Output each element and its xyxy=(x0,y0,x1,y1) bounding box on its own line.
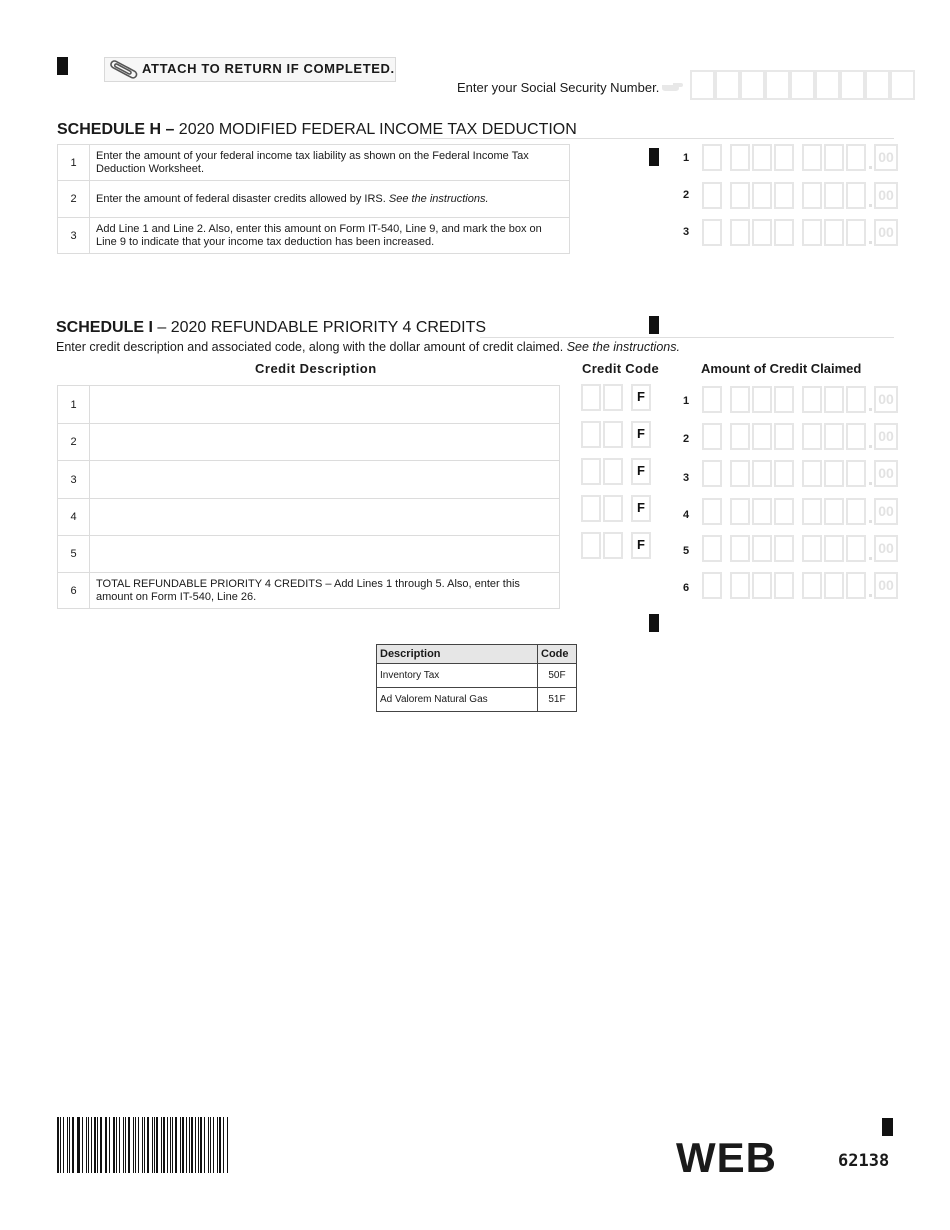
amount-digit-box[interactable] xyxy=(730,386,750,413)
barcode-bar xyxy=(186,1117,187,1173)
amount-digit-box[interactable] xyxy=(774,498,794,525)
barcode-bar xyxy=(135,1117,136,1173)
barcode-bar xyxy=(138,1117,139,1173)
barcode-bar xyxy=(128,1117,130,1173)
credit-code-field[interactable] xyxy=(581,458,653,485)
barcode-bar xyxy=(142,1117,143,1173)
line-text: Enter the amount of federal disaster credits allowed by IRS. xyxy=(96,192,389,205)
ssn-digit-box[interactable] xyxy=(890,70,915,100)
code-value: 50F xyxy=(538,664,577,688)
line-number: 4 xyxy=(58,499,90,536)
barcode-bar xyxy=(172,1117,173,1173)
registration-mark xyxy=(57,57,68,75)
credit-description-input[interactable] xyxy=(90,499,560,536)
barcode-bar xyxy=(67,1117,68,1173)
barcode-bar xyxy=(86,1117,87,1173)
amount-digit-box[interactable] xyxy=(824,144,844,171)
table-row xyxy=(377,688,577,712)
barcode-bar xyxy=(97,1117,98,1173)
decimal-point xyxy=(868,219,874,246)
code-digit xyxy=(581,421,601,448)
decimal-point xyxy=(868,423,874,450)
amount-field-i6[interactable] xyxy=(702,572,898,599)
barcode-bar xyxy=(119,1117,120,1173)
line-description xyxy=(90,218,570,254)
barcode-bar xyxy=(57,1117,59,1173)
line-description: TOTAL REFUNDABLE PRIORITY 4 CREDITS – Add Lines 1 through 5. Also, enter this amount on Form IT-540, Line 26. xyxy=(90,573,560,609)
amount-digit-box[interactable] xyxy=(774,219,794,246)
schedule-i-lines xyxy=(57,385,560,609)
code-description: Ad Valorem Natural Gas xyxy=(377,688,538,712)
registration-mark xyxy=(649,614,659,632)
decimal-point xyxy=(868,572,874,599)
line-number: 2 xyxy=(58,181,90,218)
amount-digit-box[interactable] xyxy=(846,460,866,487)
amount-field-i1[interactable] xyxy=(702,386,898,413)
amount-digit-box[interactable] xyxy=(774,460,794,487)
amount-field-h1[interactable] xyxy=(702,144,898,171)
credit-code-field[interactable] xyxy=(581,421,653,448)
cents-box[interactable]: 00 xyxy=(874,423,898,450)
cents-box[interactable]: 00 xyxy=(874,182,898,209)
code-digit xyxy=(581,384,601,411)
code-digit xyxy=(603,532,623,559)
code-digit xyxy=(603,421,623,448)
amount-digit-box[interactable] xyxy=(824,219,844,246)
barcode-bar xyxy=(113,1117,115,1173)
amount-digit-box[interactable] xyxy=(730,423,750,450)
line-description xyxy=(90,145,570,181)
amount-digit-box[interactable] xyxy=(802,572,822,599)
ssn-digit-box[interactable] xyxy=(690,70,715,100)
barcode-bar xyxy=(133,1117,134,1173)
amount-digit-box[interactable] xyxy=(702,498,722,525)
amount-digit-box[interactable] xyxy=(730,572,750,599)
barcode-bar xyxy=(63,1117,64,1173)
barcode-bar xyxy=(147,1117,149,1173)
line-number: 6 xyxy=(58,573,90,609)
amount-field-i2[interactable] xyxy=(702,423,898,450)
amount-digit-box[interactable] xyxy=(802,182,822,209)
cents-box[interactable]: 00 xyxy=(874,498,898,525)
credit-code-header: Credit Code xyxy=(582,361,659,376)
barcode-bar xyxy=(105,1117,106,1173)
amount-digit-box[interactable] xyxy=(702,572,722,599)
registration-mark xyxy=(882,1118,893,1136)
credit-description-input[interactable] xyxy=(90,386,560,424)
barcode-bar xyxy=(189,1117,190,1173)
amount-line-number: 1 xyxy=(683,395,690,407)
ssn-digit-box[interactable] xyxy=(765,70,790,100)
amount-digit-box[interactable] xyxy=(702,386,722,413)
amount-digit-box[interactable] xyxy=(802,219,822,246)
amount-digit-box[interactable] xyxy=(774,182,794,209)
amount-digit-box[interactable] xyxy=(824,423,844,450)
barcode-bar xyxy=(106,1117,107,1173)
amount-digit-box[interactable] xyxy=(730,182,750,209)
amount-digit-box[interactable] xyxy=(702,535,722,562)
registration-mark xyxy=(649,148,659,166)
barcode-bar xyxy=(204,1117,205,1173)
barcode-bar xyxy=(77,1117,78,1173)
amount-digit-box[interactable] xyxy=(752,219,772,246)
amount-digit-box[interactable] xyxy=(774,144,794,171)
intro-text: Enter credit description and associated code, along with the dollar amount of credit claimed. xyxy=(56,340,567,354)
amount-digit-box[interactable] xyxy=(702,144,722,171)
line-text-italic: See the instructions. xyxy=(388,192,489,205)
barcode-bar xyxy=(88,1117,89,1173)
web-label: WEB xyxy=(676,1134,777,1181)
table-row xyxy=(58,424,560,461)
table-row xyxy=(58,218,570,254)
amount-line-number: 2 xyxy=(683,433,690,445)
amount-digit-box[interactable] xyxy=(802,460,822,487)
barcode-bar xyxy=(180,1117,181,1173)
amount-digit-box[interactable] xyxy=(824,460,844,487)
amount-digit-box[interactable] xyxy=(802,535,822,562)
cents-box[interactable]: 00 xyxy=(874,535,898,562)
barcode-bar xyxy=(208,1117,209,1173)
pointing-hand-icon xyxy=(661,82,683,92)
amount-digit-box[interactable] xyxy=(802,386,822,413)
amount-line-number: 1 xyxy=(683,152,690,164)
amount-digit-box[interactable] xyxy=(774,423,794,450)
code-digit xyxy=(581,495,601,522)
amount-digit-box[interactable] xyxy=(802,144,822,171)
registration-mark xyxy=(649,316,659,334)
intro-italic: See the instructions. xyxy=(566,340,680,354)
barcode-bar xyxy=(125,1117,126,1173)
barcode-bar xyxy=(195,1117,196,1173)
amount-digit-box[interactable] xyxy=(846,144,866,171)
cents-box[interactable]: 00 xyxy=(874,572,898,599)
amount-digit-box[interactable] xyxy=(824,386,844,413)
amount-line-number: 3 xyxy=(683,472,690,484)
code-digit xyxy=(603,384,623,411)
amount-line-number: 6 xyxy=(683,582,690,594)
amount-digit-box[interactable] xyxy=(802,498,822,525)
amount-digit-box[interactable] xyxy=(846,182,866,209)
code-table-header-description: Description xyxy=(377,645,538,664)
code-value: 51F xyxy=(538,688,577,712)
table-row xyxy=(58,573,560,609)
amount-digit-box[interactable] xyxy=(846,219,866,246)
amount-digit-box[interactable] xyxy=(752,144,772,171)
line-description xyxy=(90,181,570,218)
barcode xyxy=(57,1117,229,1173)
credit-code-table xyxy=(376,644,577,712)
ssn-digit-box[interactable] xyxy=(840,70,865,100)
decimal-point xyxy=(868,144,874,171)
paperclip-icon xyxy=(108,59,140,79)
ssn-input[interactable] xyxy=(690,70,915,100)
ssn-digit-box[interactable] xyxy=(815,70,840,100)
barcode-bar xyxy=(60,1117,61,1173)
barcode-bar xyxy=(161,1117,162,1173)
barcode-bar xyxy=(82,1117,83,1173)
table-row xyxy=(58,386,560,424)
amount-digit-box[interactable] xyxy=(846,423,866,450)
decimal-point xyxy=(868,460,874,487)
code-suffix: F xyxy=(631,495,651,522)
amount-digit-box[interactable] xyxy=(824,182,844,209)
barcode-bar xyxy=(200,1117,202,1173)
amount-digit-box[interactable] xyxy=(730,219,750,246)
credit-code-field[interactable] xyxy=(581,495,653,522)
barcode-bar xyxy=(213,1117,214,1173)
amount-field-i4[interactable] xyxy=(702,498,898,525)
barcode-bar xyxy=(182,1117,184,1173)
amount-digit-box[interactable] xyxy=(752,460,772,487)
cents-box[interactable]: 00 xyxy=(874,219,898,246)
line-text: Add Line 1 and Line 2. Also, enter this amount on Form IT-540, Line 9, and mark the box on Line 9 to indicate that your income tax deduction has been increased. xyxy=(96,222,542,248)
schedule-i-title-bold: SCHEDULE I xyxy=(56,319,153,336)
attach-notice: ATTACH TO RETURN IF COMPLETED. xyxy=(142,61,395,76)
barcode-bar xyxy=(94,1117,96,1173)
amount-digit-box[interactable] xyxy=(752,386,772,413)
amount-digit-box[interactable] xyxy=(702,460,722,487)
barcode-bar xyxy=(152,1117,153,1173)
credit-description-input[interactable] xyxy=(90,461,560,499)
cents-box[interactable]: 00 xyxy=(874,144,898,171)
amount-digit-box[interactable] xyxy=(774,535,794,562)
amount-digit-box[interactable] xyxy=(846,386,866,413)
barcode-bar xyxy=(72,1117,74,1173)
table-row xyxy=(58,181,570,218)
code-digit xyxy=(581,458,601,485)
amount-digit-box[interactable] xyxy=(730,460,750,487)
code-suffix: F xyxy=(631,384,651,411)
amount-digit-box[interactable] xyxy=(846,535,866,562)
amount-digit-box[interactable] xyxy=(702,182,722,209)
code-suffix: F xyxy=(631,421,651,448)
amount-digit-box[interactable] xyxy=(846,572,866,599)
code-digit xyxy=(581,532,601,559)
amount-line-number: 4 xyxy=(683,509,690,521)
code-suffix: F xyxy=(631,532,651,559)
amount-digit-box[interactable] xyxy=(752,498,772,525)
table-row xyxy=(377,664,577,688)
barcode-bar xyxy=(210,1117,211,1173)
table-row xyxy=(58,145,570,181)
line-number: 3 xyxy=(58,218,90,254)
code-description: Inventory Tax xyxy=(377,664,538,688)
cents-box[interactable]: 00 xyxy=(874,386,898,413)
barcode-bar xyxy=(69,1117,70,1173)
schedule-i-title-rest: – 2020 REFUNDABLE PRIORITY 4 CREDITS xyxy=(152,319,487,336)
credit-description-input[interactable] xyxy=(90,536,560,573)
line-number: 5 xyxy=(58,536,90,573)
credit-code-field[interactable] xyxy=(581,384,653,411)
amount-digit-box[interactable] xyxy=(752,535,772,562)
ssn-digit-box[interactable] xyxy=(790,70,815,100)
line-number: 1 xyxy=(58,386,90,424)
barcode-bar xyxy=(156,1117,157,1173)
amount-field-i3[interactable] xyxy=(702,460,898,487)
barcode-bar xyxy=(227,1117,228,1173)
amount-digit-box[interactable] xyxy=(752,423,772,450)
credit-description-input[interactable] xyxy=(90,424,560,461)
barcode-bar xyxy=(223,1117,224,1173)
amount-digit-box[interactable] xyxy=(730,498,750,525)
credit-description-header: Credit Description xyxy=(255,361,377,376)
schedule-i-intro xyxy=(56,340,680,354)
amount-line-number: 5 xyxy=(683,545,690,557)
barcode-bar xyxy=(191,1117,192,1173)
amount-field-h3[interactable] xyxy=(702,219,898,246)
barcode-bar xyxy=(154,1117,155,1173)
amount-digit-box[interactable] xyxy=(846,498,866,525)
barcode-bar xyxy=(78,1117,79,1173)
amount-digit-box[interactable] xyxy=(824,498,844,525)
amount-field-h2[interactable] xyxy=(702,182,898,209)
cents-box[interactable]: 00 xyxy=(874,460,898,487)
schedule-i-rule xyxy=(480,337,894,338)
schedule-h-title xyxy=(57,121,577,139)
decimal-point xyxy=(868,498,874,525)
barcode-bar xyxy=(163,1117,165,1173)
table-row xyxy=(58,461,560,499)
line-number: 2 xyxy=(58,424,90,461)
schedule-h-title-bold: SCHEDULE H – xyxy=(57,121,175,138)
barcode-bar xyxy=(217,1117,218,1173)
line-number: 1 xyxy=(58,145,90,181)
code-suffix: F xyxy=(631,458,651,485)
decimal-point xyxy=(868,182,874,209)
amount-digit-box[interactable] xyxy=(752,182,772,209)
table-row xyxy=(58,499,560,536)
ssn-digit-box[interactable] xyxy=(740,70,765,100)
line-text: Enter the amount of your federal income tax liability as shown on the Federal Income Tax Deduction Worksheet. xyxy=(96,149,529,175)
ssn-digit-box[interactable] xyxy=(865,70,890,100)
table-header-row xyxy=(377,645,577,664)
barcode-bar xyxy=(170,1117,171,1173)
schedule-h-title-rest: 2020 MODIFIED FEDERAL INCOME TAX DEDUCTION xyxy=(174,121,577,138)
amount-digit-box[interactable] xyxy=(730,535,750,562)
amount-field-i5[interactable] xyxy=(702,535,898,562)
schedule-i-title xyxy=(56,319,486,337)
code-digit xyxy=(603,495,623,522)
line-number: 3 xyxy=(58,461,90,499)
amount-digit-box[interactable] xyxy=(752,572,772,599)
ssn-label: Enter your Social Security Number. xyxy=(457,80,660,95)
amount-digit-box[interactable] xyxy=(702,219,722,246)
amount-digit-box[interactable] xyxy=(824,535,844,562)
amount-line-number: 2 xyxy=(683,189,690,201)
table-row xyxy=(58,536,560,573)
amount-digit-box[interactable] xyxy=(702,423,722,450)
code-digit xyxy=(603,458,623,485)
amount-digit-box[interactable] xyxy=(774,572,794,599)
amount-line-number: 3 xyxy=(683,226,690,238)
decimal-point xyxy=(868,535,874,562)
barcode-bar xyxy=(100,1117,101,1173)
barcode-bar xyxy=(219,1117,221,1173)
amount-digit-box[interactable] xyxy=(774,386,794,413)
ssn-digit-box[interactable] xyxy=(715,70,740,100)
schedule-h-rule xyxy=(420,138,894,139)
code-table-header-code: Code xyxy=(538,645,577,664)
barcode-bar xyxy=(91,1117,92,1173)
barcode-bar xyxy=(123,1117,124,1173)
amount-digit-box[interactable] xyxy=(824,572,844,599)
barcode-bar xyxy=(116,1117,117,1173)
barcode-bar xyxy=(175,1117,176,1173)
barcode-bar xyxy=(167,1117,168,1173)
amount-claimed-header: Amount of Credit Claimed xyxy=(701,361,862,376)
form-number: 62138 xyxy=(838,1151,890,1171)
amount-digit-box[interactable] xyxy=(802,423,822,450)
decimal-point xyxy=(868,386,874,413)
barcode-bar xyxy=(198,1117,199,1173)
barcode-bar xyxy=(109,1117,110,1173)
credit-code-field[interactable] xyxy=(581,532,653,559)
schedule-h-lines xyxy=(57,144,570,254)
amount-digit-box[interactable] xyxy=(730,144,750,171)
barcode-bar xyxy=(144,1117,145,1173)
